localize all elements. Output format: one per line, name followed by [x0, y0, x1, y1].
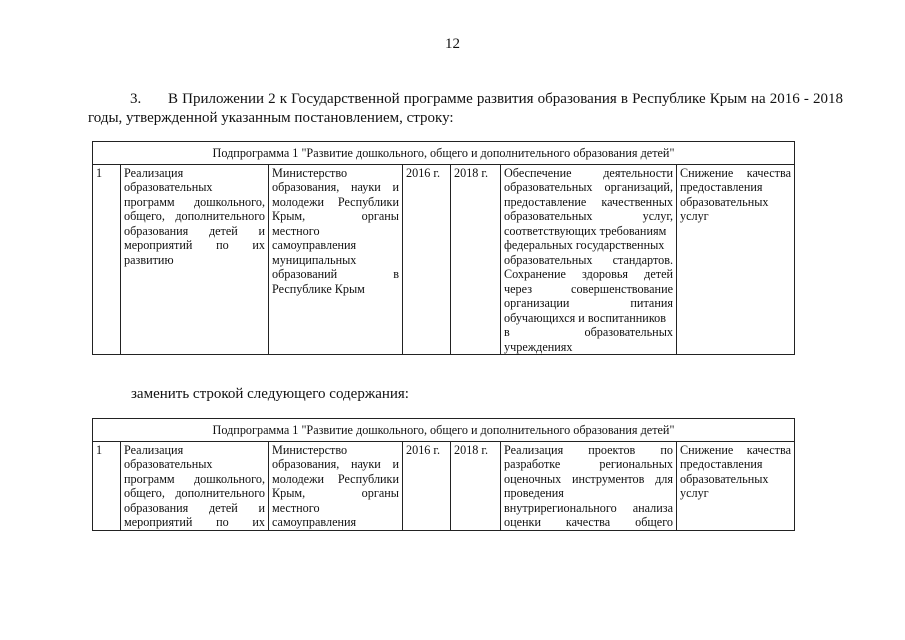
executor-line: Республике Крым: [272, 281, 365, 296]
end-year: 2018 г.: [451, 164, 501, 355]
executor-line: молодежи Республики: [272, 194, 399, 209]
executor-line: самоуправления: [272, 238, 357, 252]
executor-line: самоуправления: [272, 515, 357, 529]
executor-cell: [269, 164, 403, 355]
paragraph-number: 3.: [130, 91, 142, 107]
executor-cell: [269, 441, 403, 530]
table-header-row: [93, 419, 795, 442]
table-row: [93, 164, 795, 355]
result-line: образовательных организаций,: [504, 180, 673, 194]
table-row: [93, 441, 795, 530]
consequence-line: услуг: [680, 486, 709, 500]
activity-name-cell: [121, 441, 269, 530]
executor-line: Крым, органы: [272, 209, 399, 223]
activity-name-line: общего, дополнительного: [124, 486, 265, 500]
result-line: в образовательных: [504, 325, 673, 339]
result-line: через совершенствование: [504, 281, 673, 296]
consequence-line: Снижение качества: [680, 442, 791, 457]
replace-instruction: заменить строкой следующего содержания:: [131, 386, 409, 402]
result-line: оценки качества общего: [504, 515, 673, 529]
activity-name-line: развитию: [124, 252, 174, 267]
result-line: внутрирегионального анализа: [504, 500, 673, 515]
start-year: 2016 г.: [403, 164, 451, 355]
activity-name-line: общего, дополнительного: [124, 209, 265, 223]
result-line: федеральных государственных: [504, 238, 665, 252]
consequence-line: предоставления: [680, 457, 763, 471]
executor-line: образования, науки и: [272, 180, 399, 194]
executor-line: Крым, органы: [272, 486, 399, 500]
executor-line: местного: [272, 223, 320, 238]
result-line: Сохранение здоровья детей: [504, 267, 673, 281]
result-line: обучающихся и воспитанников: [504, 310, 666, 325]
activity-name-line: программ дошкольного,: [124, 194, 265, 209]
paragraph-text: В Приложении 2 к Государственной программе развития образования в Республике Крым на 2016 - 2018 годы, утвержденной указанным постановлением, строку:: [88, 91, 843, 126]
activity-name-line: мероприятий по их: [124, 515, 265, 529]
result-line: предоставление качественных: [504, 194, 673, 209]
activity-name-line: образовательных: [124, 180, 213, 194]
page-number: 12: [445, 36, 460, 52]
result-line: соответствующих требованиям: [504, 223, 667, 238]
activity-name-line: мероприятий по их: [124, 238, 265, 252]
activity-name-line: образования детей и: [124, 500, 265, 515]
consequence-line: предоставления: [680, 180, 763, 194]
executor-line: молодежи Республики: [272, 471, 399, 486]
expected-result-cell: [501, 441, 677, 530]
executor-line: образований в: [272, 267, 399, 281]
table-new-row: [92, 418, 795, 531]
subprogram-header: Подпрограмма 1 "Развитие дошкольного, общего и дополнительного образования детей": [93, 142, 795, 165]
activity-name-line: образования детей и: [124, 223, 265, 238]
table-header-row: [93, 142, 795, 165]
result-line: проведения: [504, 486, 564, 500]
activity-name-line: Реализация: [124, 442, 184, 457]
result-line: образовательных услуг,: [504, 209, 673, 223]
executor-line: Министерство: [272, 165, 348, 180]
consequence-line: образовательных: [680, 471, 769, 486]
activity-name-line: программ дошкольного,: [124, 471, 265, 486]
result-line: Реализация проектов по: [504, 442, 673, 457]
consequence-cell: [677, 164, 795, 355]
table-old-row: [92, 141, 795, 355]
row-number: 1: [93, 164, 121, 355]
result-line: организации питания: [504, 296, 673, 310]
consequence-line: Снижение качества: [680, 165, 791, 180]
start-year: 2016 г.: [403, 441, 451, 530]
end-year: 2018 г.: [451, 441, 501, 530]
activity-name-line: Реализация: [124, 165, 184, 180]
paragraph-3: [88, 90, 843, 128]
executor-line: муниципальных: [272, 252, 357, 267]
activity-name-cell: [121, 164, 269, 355]
consequence-cell: [677, 441, 795, 530]
executor-line: образования, науки и: [272, 457, 399, 471]
activity-name-line: образовательных: [124, 457, 213, 471]
expected-result-cell: [501, 164, 677, 355]
executor-line: местного: [272, 500, 320, 515]
row-number: 1: [93, 441, 121, 530]
result-line: учреждениях: [504, 339, 573, 354]
consequence-line: образовательных: [680, 194, 769, 209]
result-line: оценочных инструментов для: [504, 471, 673, 486]
subprogram-header: Подпрограмма 1 "Развитие дошкольного, общего и дополнительного образования детей": [93, 419, 795, 442]
executor-line: Министерство: [272, 442, 348, 457]
result-line: разработке региональных: [504, 457, 673, 471]
result-line: образовательных стандартов.: [504, 252, 673, 267]
consequence-line: услуг: [680, 209, 709, 223]
result-line: Обеспечение деятельности: [504, 165, 673, 180]
